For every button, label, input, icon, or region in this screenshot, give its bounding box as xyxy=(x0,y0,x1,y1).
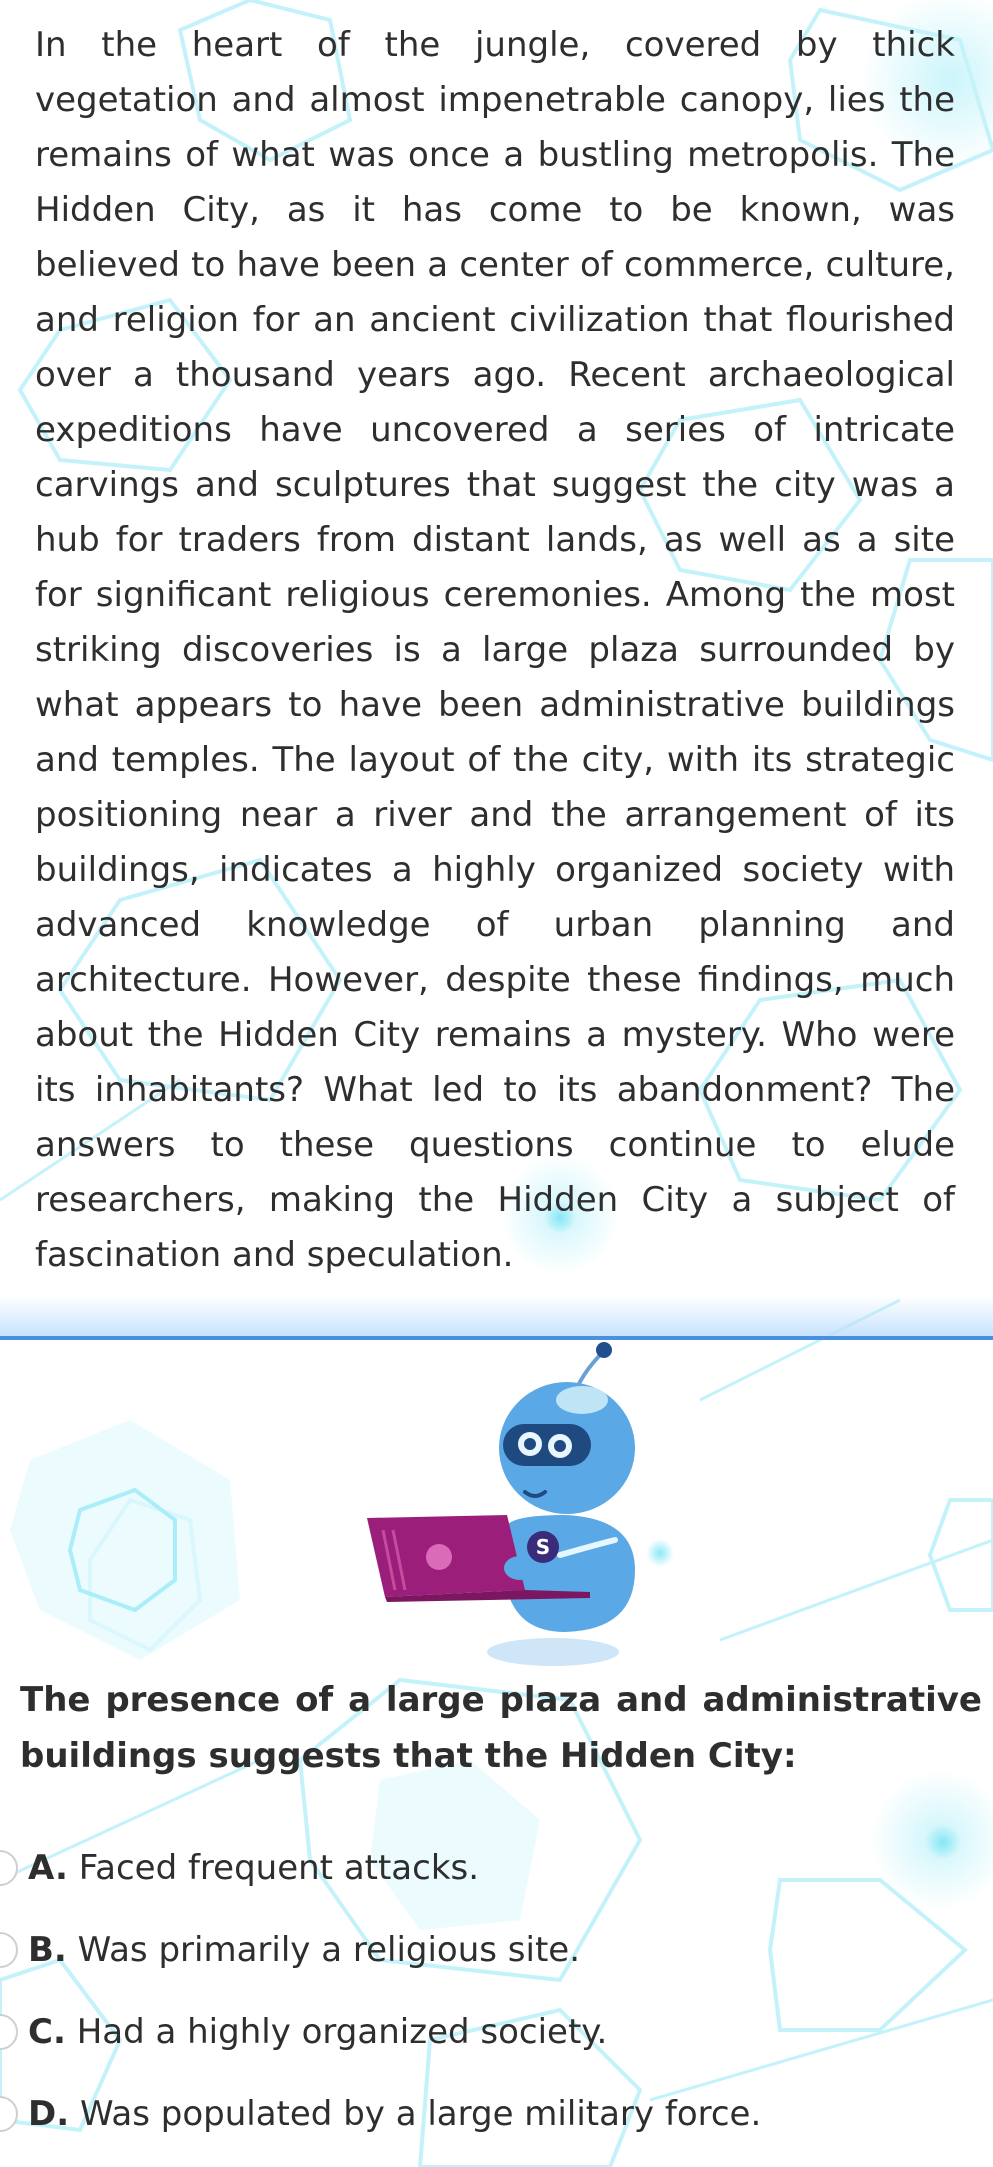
option-b-text: Was primarily a religious site. xyxy=(77,1930,581,1970)
divider-glow xyxy=(0,1296,993,1336)
option-a-radio[interactable] xyxy=(0,1850,18,1886)
option-b-letter: B. xyxy=(28,1930,67,1970)
option-a-letter: A. xyxy=(28,1848,68,1888)
option-d-text: Was populated by a large military force. xyxy=(79,2094,762,2134)
option-b[interactable] xyxy=(0,1920,900,1980)
option-d-label xyxy=(28,2094,761,2134)
option-c[interactable] xyxy=(0,2002,900,2062)
option-b-radio[interactable] xyxy=(0,1932,18,1968)
option-b-label xyxy=(28,1930,580,1970)
option-c-letter: C. xyxy=(28,2012,66,2052)
option-c-label xyxy=(28,2012,607,2052)
laptop-badge: S xyxy=(535,1535,551,1559)
option-c-text: Had a highly organized society. xyxy=(76,2012,608,2052)
option-a-text: Faced frequent attacks. xyxy=(78,1848,480,1888)
option-d[interactable] xyxy=(0,2084,900,2144)
option-d-letter: D. xyxy=(28,2094,70,2134)
reading-passage: In the heart of the jungle, covered by thick vegetation and almost impenetrable canopy, lies the remains of what was once a bustling metropolis. The Hidden City, as it has come to be known, was believed to have been a center of commerce, culture, and religion for an ancient civilization that flourished over a thousand years ago. Recent archaeological expeditions have uncovered a series of intricate carvings and sculptures that suggest the city was a hub for traders from distant lands, as well as a site for significant religious ceremonies. Among the most striking discoveries is a large plaza surrounded by what appears to have been administrative buildings and temples. The layout of the city, with its strategic positioning near a river and the arrangement of its buildings, indicates a highly organized society with advanced knowledge of urban planning and architecture. However, despite these findings, much about the Hidden City remains a mystery. Who were its inhabitants? What led to its abandonment? The answers to these questions continue to elude researchers, making the Hidden City a subject of fascination and speculation. xyxy=(35,25,955,1275)
question-text: The presence of a large plaza and administrative buildings suggests that the Hidden City: xyxy=(20,1680,982,1776)
option-a[interactable] xyxy=(0,1838,900,1898)
option-a-label xyxy=(28,1848,479,1888)
option-c-radio[interactable] xyxy=(0,2014,18,2050)
robot-with-laptop-icon xyxy=(355,1340,655,1670)
option-d-radio[interactable] xyxy=(0,2096,18,2132)
